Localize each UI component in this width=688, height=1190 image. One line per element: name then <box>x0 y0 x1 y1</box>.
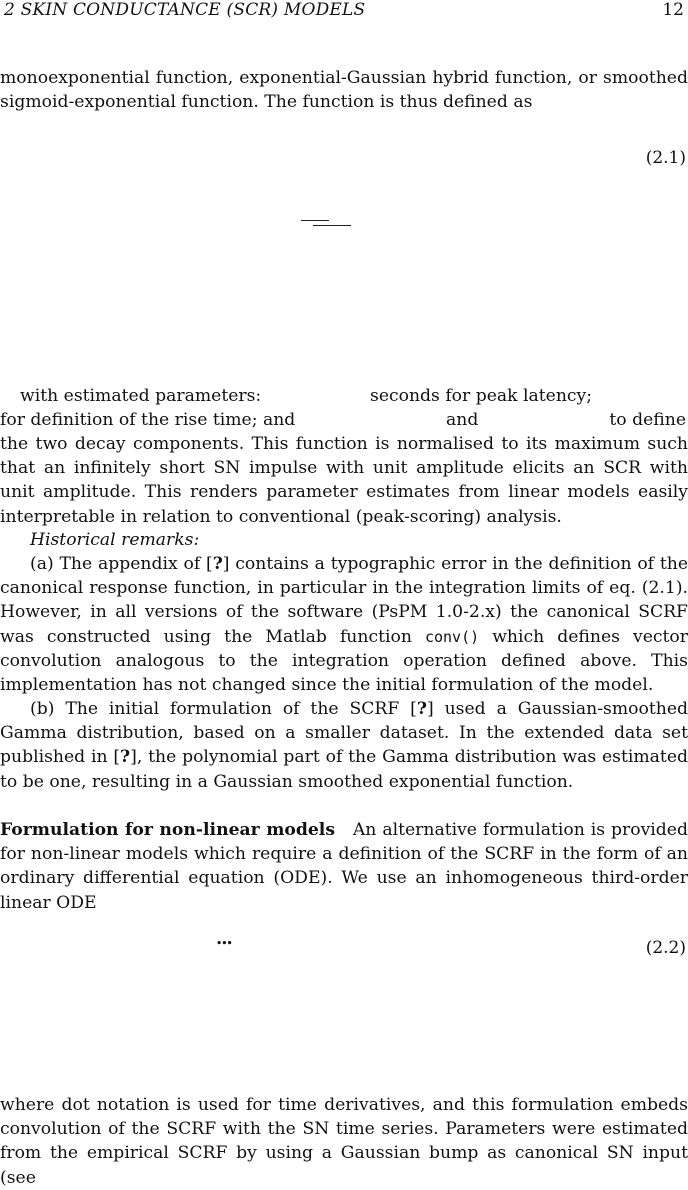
citation-link[interactable]: ? <box>120 747 131 768</box>
fraction-bar-lower <box>313 225 351 226</box>
intro-paragraph: monoexponential function, exponential-Gaussian hybrid function, or smoothed sigmoid-exponential function. The function is thus defined as <box>0 68 688 113</box>
remark-b-mid: ] used a Gaussian-smoothed Gamma distribution, based on a smaller dataset. In the extended data set published in [ <box>0 699 688 768</box>
remark-a-end: which defines vector convolution analogous to the integration operation defined above. This implementation has not changed since the initial formulation of the model. <box>0 626 688 696</box>
running-header <box>0 0 688 24</box>
remark-b-end: ], the polynomial part of the Gamma distribution was estimated to be one, resulting in a Gaussian smoothed exponential function. <box>0 747 688 792</box>
remark-a-body: ] contains a typographic error in the definition of the canonical response function, in particular in the integration limits of eq. (2.1). However, in all versions of the software (PsPM 1.0-2.x) the canonical SCRF was constructed using the Matlab function <box>0 554 688 647</box>
remark-b-pre: (b) The initial formulation of the SCRF [ <box>30 699 417 719</box>
params-line-2-end: to define <box>609 410 686 430</box>
fraction-bar-upper <box>301 220 329 221</box>
params-line-1-mid: seconds for peak latency; <box>370 386 593 406</box>
equation-2-1-number: (2.1) <box>645 148 686 168</box>
equation-2-2-number: (2.2) <box>645 938 686 958</box>
nonlinear-paragraph <box>0 818 688 915</box>
section-title: 2 SKIN CONDUCTANCE (SCR) MODELS <box>4 0 366 20</box>
remark-a-paragraph <box>0 552 688 697</box>
historical-remarks-heading <box>0 528 688 552</box>
dot-notation-paragraph: where dot notation is used for time derivatives, and this formulation embeds convolution of the SCRF with the SN time series. Parameters were estimated from the empirical SCRF by using a Gaussian bump as canonical SN input (see <box>0 1095 688 1188</box>
citation-link[interactable]: ? <box>416 699 427 719</box>
params-line-2-start: for definition of the rise time; and <box>0 410 296 430</box>
params-line-1-start: with estimated parameters: <box>20 386 262 406</box>
code-conv: conv() <box>424 627 480 646</box>
remark-a-pre: (a) The appendix of [ <box>30 554 213 574</box>
nonlinear-heading: Formulation for non-linear models <box>0 820 335 840</box>
historical-remarks-label: Historical remarks: <box>30 530 200 550</box>
third-derivative-dots: ... <box>216 928 232 949</box>
normalisation-paragraph: the two decay components. This function is normalised to its maximum such that an infinitely short SN impulse with unit amplitude elicits an SCR with unit amplitude. This renders parameter estimates from linear models easily interpretable in relation to conventional (peak-scoring) analysis. <box>0 434 688 527</box>
nonlinear-text: An alternative formulation is provided for non-linear models which require a definition of the SCRF in the form of an ordinary differential equation (ODE). We use an inhomogeneous third-order linear ODE <box>0 820 688 913</box>
params-line-2-and: and <box>446 410 479 430</box>
page-number: 12 <box>662 0 684 20</box>
remark-b-paragraph <box>0 697 688 794</box>
citation-link[interactable]: ? <box>212 554 223 574</box>
